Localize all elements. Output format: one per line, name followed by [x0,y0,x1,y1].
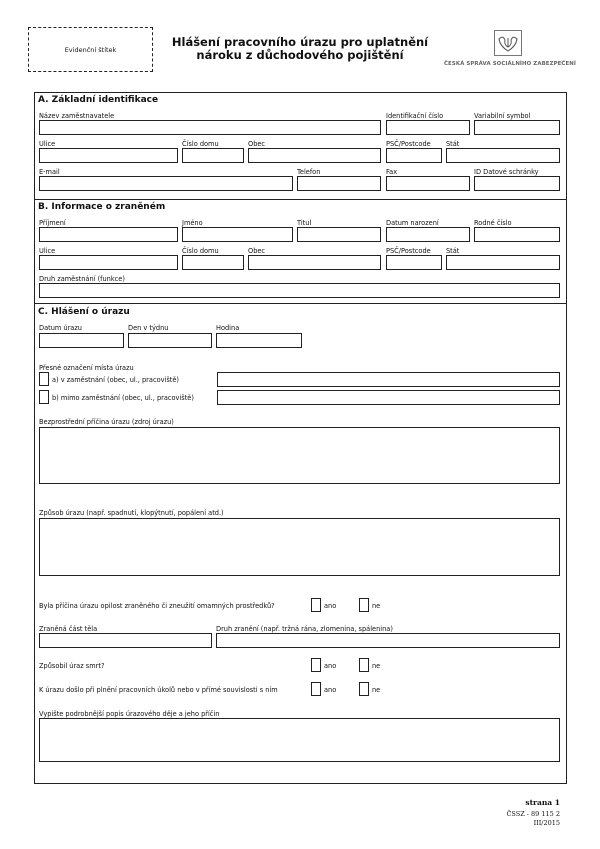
work-related-question: K úrazu došlo při plnění pracovních úkolů nebo v přímé souvislosti s ním [39,686,278,694]
first-name-field[interactable] [182,227,293,242]
body-part-label: Zraněná část těla [39,625,98,633]
place-at-work-label: a) v zaměstnání (obec, ul., pracoviště) [52,376,179,384]
accident-date-label: Datum úrazu [39,324,82,332]
death-no-label: ne [372,662,381,670]
hour-field[interactable] [216,333,302,348]
occupation-label: Druh zaměstnání (funkce) [39,275,125,283]
cause-label: Bezprostřední příčina úrazu (zdroj úrazu) [39,418,174,426]
agency-name: ČESKÁ SPRÁVA SOCIÁLNÍHO ZABEZPEČENÍ [444,61,576,67]
variable-symbol-label: Variabilní symbol [474,112,531,120]
ico-field[interactable] [386,120,470,135]
description-textarea[interactable] [39,718,560,762]
postcode-label: PSČ/Postcode [386,140,431,148]
birth-number-field[interactable] [474,227,560,242]
death-no-checkbox[interactable] [359,658,369,672]
section-b-title: B. Informace o zraněném [38,202,166,212]
birth-date-field[interactable] [386,227,470,242]
phone-field[interactable] [297,176,381,191]
section-a [34,92,567,199]
intoxication-yes-label: ano [324,602,337,610]
city-label: Obec [248,140,266,148]
page-title [160,36,440,62]
page-number: strana 1 [525,798,560,807]
cause-textarea[interactable] [39,427,560,484]
state-label: Stát [446,247,460,255]
email-label: E-mail [39,168,60,176]
city-field[interactable] [248,148,381,163]
fax-field[interactable] [386,176,470,191]
street-label: Ulice [39,247,56,255]
degree-field[interactable] [297,227,381,242]
registration-label-box [28,27,153,72]
place-outside-work-checkbox[interactable] [39,390,49,404]
intoxication-no-label: ne [372,602,381,610]
occupation-field[interactable] [39,283,560,298]
body-part-field[interactable] [39,633,212,648]
city-field[interactable] [248,255,381,270]
databox-field[interactable] [474,176,560,191]
ico-label: Identifikační číslo [386,112,444,120]
intoxication-yes-checkbox[interactable] [311,598,321,612]
hour-label: Hodina [216,324,240,332]
place-label: Přesné označení místa úrazu [39,364,134,372]
variable-symbol-field[interactable] [474,120,560,135]
postcode-label: PSČ/Postcode [386,247,431,255]
intoxication-question: Byla příčina úrazu opilost zraněného či zneužití omamných prostředků? [39,602,275,610]
postcode-field[interactable] [386,148,442,163]
birth-date-label: Datum narození [386,219,439,227]
accident-date-field[interactable] [39,333,124,348]
stamp-label: Evidenční štítek [64,45,117,54]
manner-label: Způsob úrazu (např. spadnutí, klopýtnutí, popálení atd.) [39,509,224,517]
house-no-field[interactable] [182,255,244,270]
work-related-no-label: ne [372,686,381,694]
house-no-field[interactable] [182,148,244,163]
state-field[interactable] [446,255,560,270]
fax-label: Fax [386,168,398,176]
place-at-work-field[interactable] [217,372,560,387]
place-outside-work-field[interactable] [217,390,560,405]
form-version: III/2015 [533,819,560,827]
place-outside-work-label: b) mimo zaměstnání (obec, ul., pracoviště) [52,394,194,402]
house-no-label: Číslo domu [182,247,219,255]
work-related-yes-label: ano [324,686,337,694]
section-a-title: A. Základní identifikace [38,95,159,105]
email-field[interactable] [39,176,293,191]
description-label: Vypište podrobnější popis úrazového děje a jeho příčin [39,710,220,718]
street-label: Ulice [39,140,56,148]
surname-label: Příjmení [39,219,66,227]
weekday-label: Den v týdnu [128,324,169,332]
employer-name-field[interactable] [39,120,381,135]
place-at-work-checkbox[interactable] [39,372,49,386]
section-c [34,304,567,784]
manner-textarea[interactable] [39,518,560,576]
title-line-2: nároku z důchodového pojištění [196,48,404,62]
surname-field[interactable] [39,227,178,242]
death-yes-label: ano [324,662,337,670]
employer-name-label: Název zaměstnavatele [39,112,115,120]
weekday-field[interactable] [128,333,212,348]
work-related-yes-checkbox[interactable] [311,682,321,696]
postcode-field[interactable] [386,255,442,270]
form-code: ČSSZ - 89 115 2 [506,810,560,818]
death-yes-checkbox[interactable] [311,658,321,672]
section-b [34,200,567,303]
first-name-label: Jméno [182,219,203,227]
degree-label: Titul [297,219,312,227]
death-question: Způsobil úraz smrt? [39,662,105,670]
section-c-title: C. Hlášení o úrazu [38,307,130,317]
work-related-no-checkbox[interactable] [359,682,369,696]
intoxication-no-checkbox[interactable] [359,598,369,612]
injury-type-label: Druh zranění (např. tržná rána, zlomenina, spálenina) [216,625,393,633]
city-label: Obec [248,247,266,255]
street-field[interactable] [39,148,178,163]
title-line-1: Hlášení pracovního úrazu pro uplatnění [171,35,429,49]
birth-number-label: Rodné číslo [474,219,512,227]
street-field[interactable] [39,255,178,270]
injury-type-field[interactable] [216,633,560,648]
databox-label: ID Datové schránky [474,168,539,176]
state-field[interactable] [446,148,560,163]
state-label: Stát [446,140,460,148]
cssz-logo-icon [494,30,522,56]
phone-label: Telefon [297,168,321,176]
house-no-label: Číslo domu [182,140,219,148]
